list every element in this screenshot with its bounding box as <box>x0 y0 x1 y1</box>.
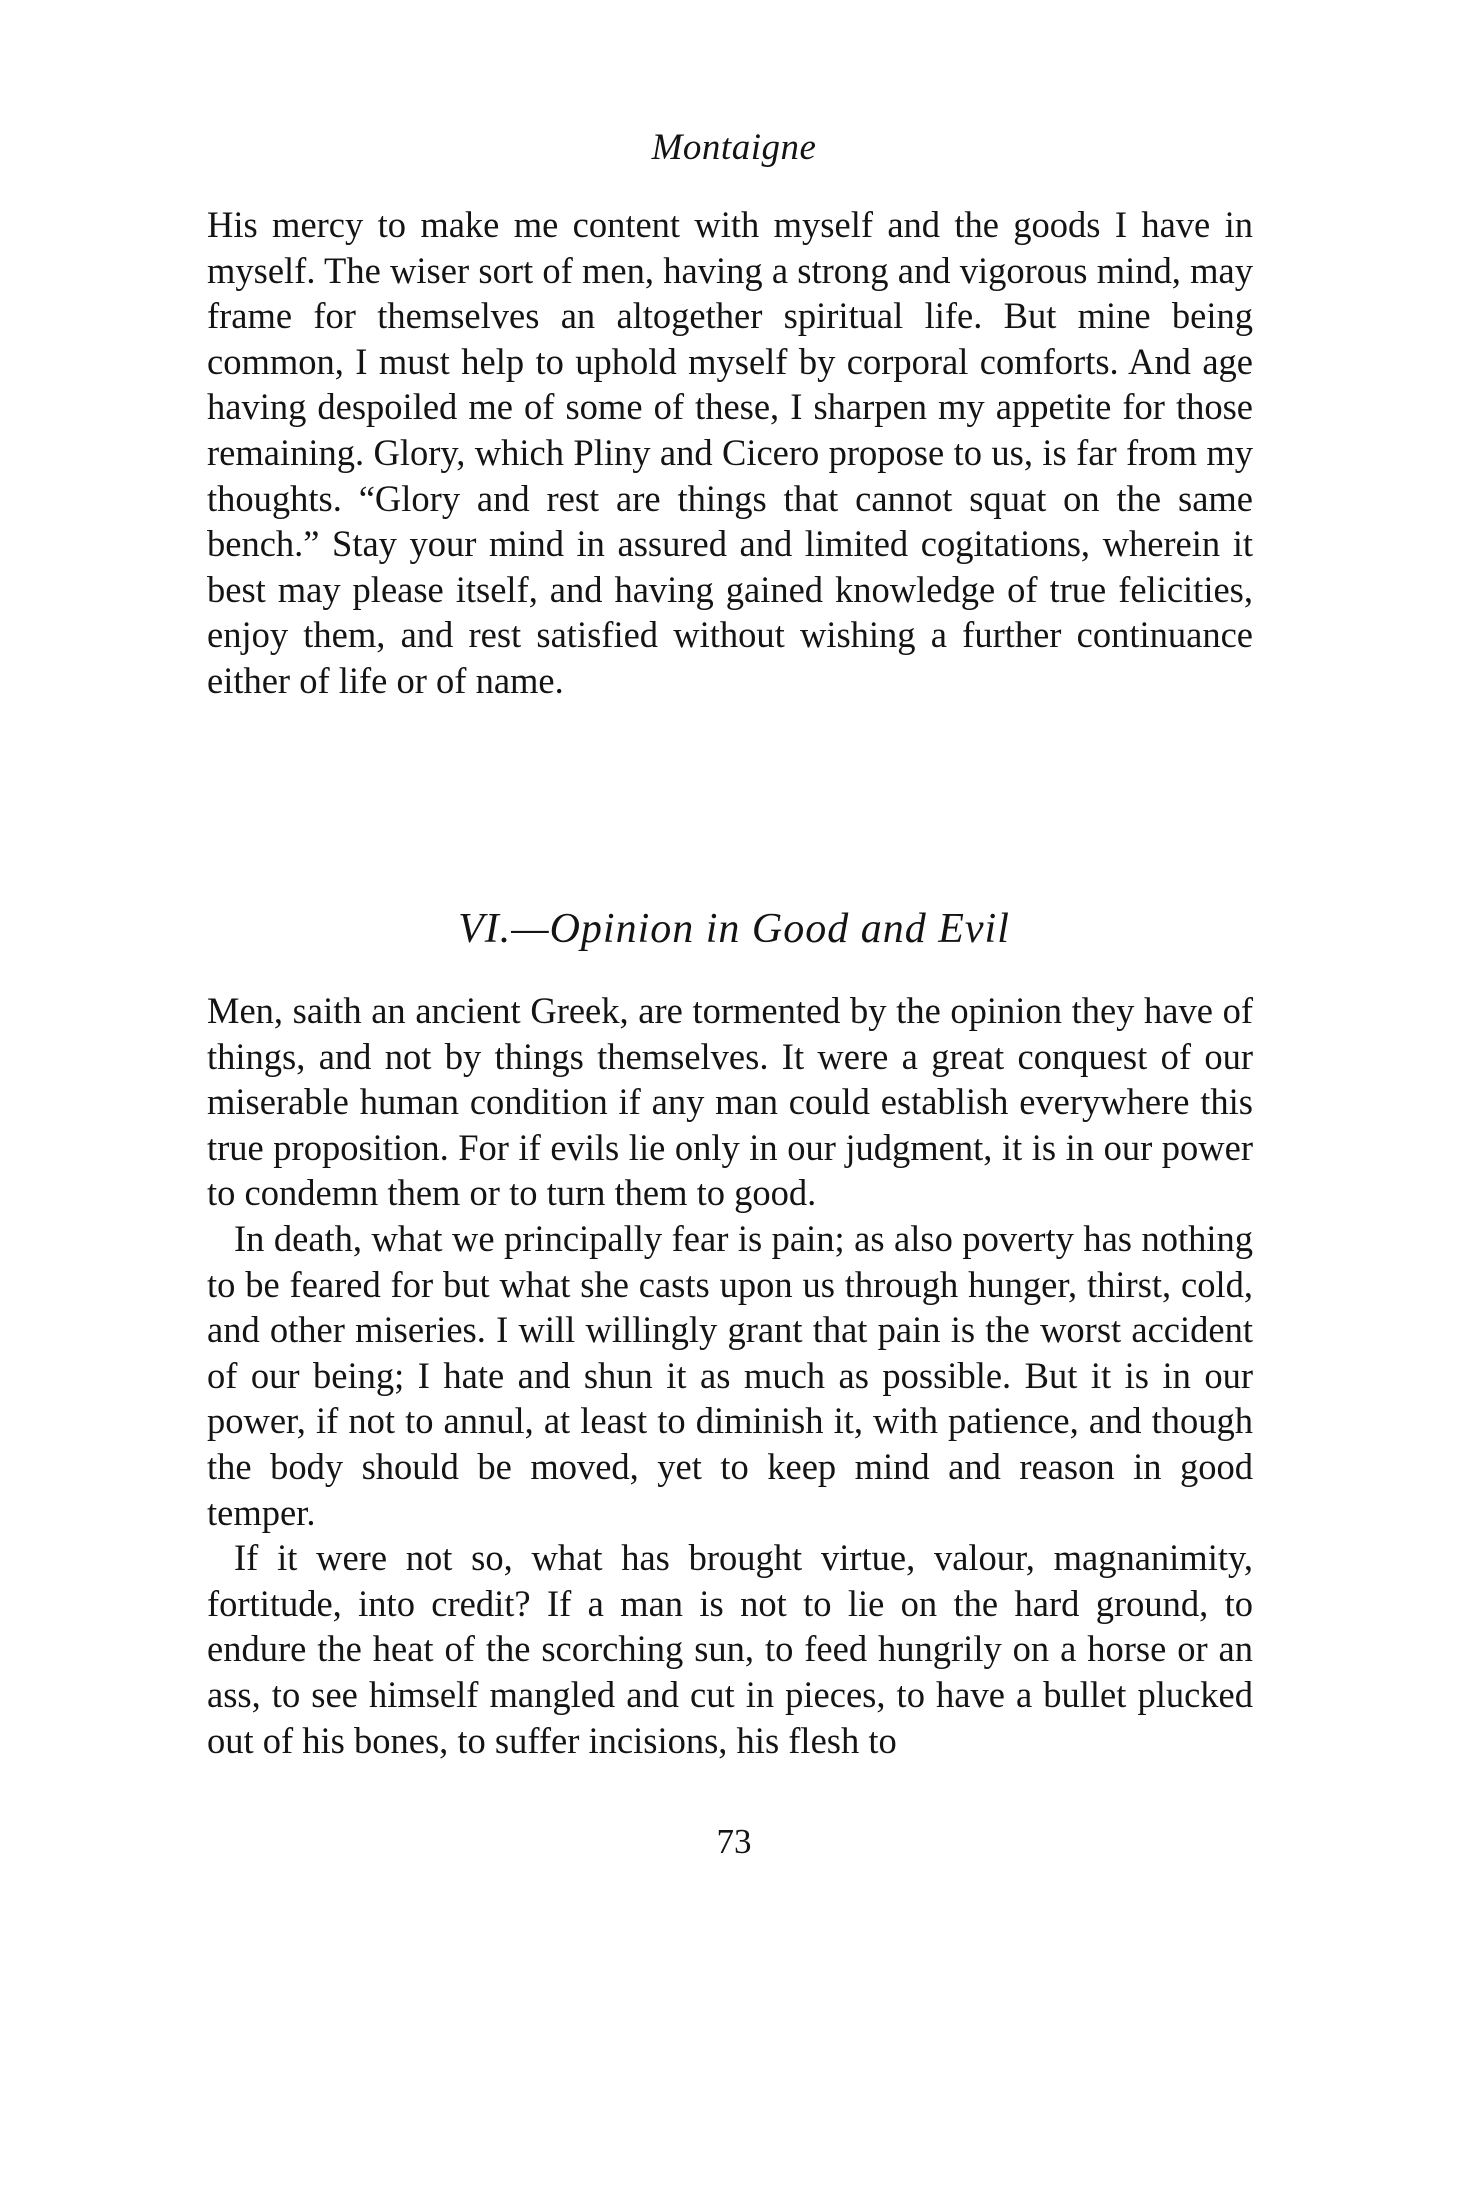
paragraph: Men, saith an ancient Greek, are tormented by the opinion they have of things, and not by things themselves. It were a great conquest of our miserable human condition if any man could establish everywhere this true proposition. For if evils lie only in our judgment, it is in our power to condemn them or to turn them to good. <box>207 990 1253 1214</box>
section-heading: VI.—Opinion in Good and Evil <box>458 906 1010 952</box>
intro-text <box>207 202 1253 704</box>
section-text <box>207 988 1253 1763</box>
paragraph: His mercy to make me content with myself and the goods I have in myself. The wiser sort of men, having a strong and vigorous mind, may frame for themselves an altogether spiritual life. But mine being common, I must help to uphold myself by corporal comforts. And age having despoiled me of some of these, I sharpen my appetite for those remaining. Glory, which Pliny and Cicero propose to us, is far from my thoughts. “Glory and rest are things that cannot squat on the same bench.” Stay your mind in assured and limited cogitations, wherein it best may please itself, and having gained knowledge of true felicities, enjoy them, and rest satisfied without wishing a further continuance either of life or of name. <box>207 204 1253 701</box>
paragraph: If it were not so, what has brought virtue, valour, magnanimity, fortitude, into credit? If a man is not to lie on the hard ground, to endure the heat of the scorching sun, to feed hungrily on a horse or an ass, to see himself mangled and cut in pieces, to have a bullet plucked out of his bones, to suffer incisions, his flesh to <box>207 1537 1253 1761</box>
paragraph: In death, what we principally fear is pain; as also poverty has nothing to be feared for but what she casts upon us through hunger, thirst, cold, and other miseries. I will willingly grant that pain is the worst accident of our being; I hate and shun it as much as possible. But it is in our power, if not to annul, at least to diminish it, with patience, and though the body should be moved, yet to keep mind and reason in good temper. <box>207 1217 1253 1533</box>
page-number: 73 <box>716 1822 752 1861</box>
running-head: Montaigne <box>651 127 817 168</box>
